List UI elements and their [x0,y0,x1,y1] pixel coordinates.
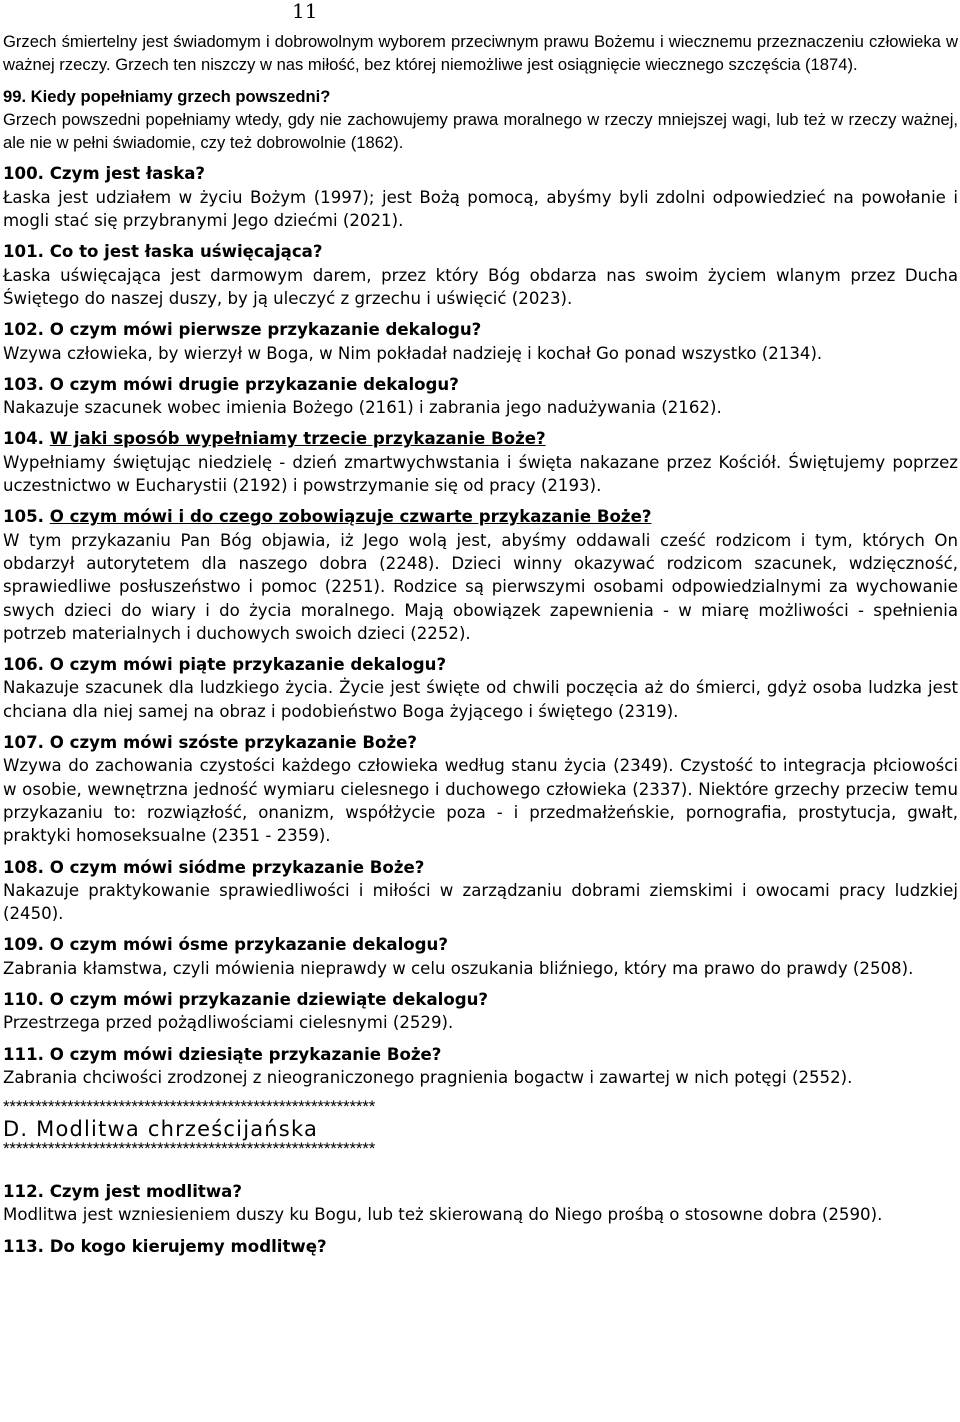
section-title: D. Modlitwa chrześcijańska [3,1117,319,1142]
question-111: 111. O czym mówi dziesiąte przykazanie Boże? [3,1044,442,1064]
answer-101: Łaska uświęcająca jest darmowym darem, przez który Bóg obdarza nas swoim życiem wlanym przez Ducha Świętego do naszej duszy, by ją uleczyć z grzechu i uświęcić (2023). [3,265,958,308]
question-105 [3,505,958,528]
question-105-text: O czym mówi i do czego zobowiązuje czwarte przykazanie Boże? [49,507,652,527]
answer-100: Łaska jest udziałem w życiu Bożym (1997); jest Bożą pomocą, abyśmy byli zdolni odpowiedzieć na powołanie i mogli stać się przybranymi Jego dziećmi (2021). [3,187,958,231]
answer-103: Nakazuje szacunek wobec imienia Bożego (2161) i zabrania jego nadużywania (2162). [3,398,722,418]
answer-106: Nakazuje szacunek dla ludzkiego życia. Życie jest święte od chwili poczęcia aż do śmierci, gdyż osoba ludzka jest chciana dla niej samej na obraz i podobieństwo Boga żyjącego i świętego (2319). [3,678,958,721]
answer-112: Modlitwa jest wzniesieniem duszy ku Bogu, lub też skierowaną do Niego prośbą o stosowne dobra (2590). [3,1205,883,1225]
page-number: 11 [292,0,318,23]
answer-108: Nakazuje praktykowanie sprawiedliwości i miłości w zarządzaniu dobrami ziemskimi i owocami pracy ludzkiej (2450). [3,880,958,924]
question-110: 110. O czym mówi przykazanie dziewiąte dekalogu? [3,989,489,1009]
separator-top: ********************************************************** [3,1098,376,1117]
document-body [3,30,958,1258]
answer-104: Wypełniamy świętując niedzielę - dzień zmartwychwstania i święta nakazane przez Kościół. Świętujemy poprzez uczestnictwo w Eucharystii (2192) i powstrzymanie się od pracy (2193). [3,452,958,496]
intro-paragraph: Grzech śmiertelny jest świadomym i dobrowolnym wyborem przeciwnym prawu Bożemu i wiecznemu przeznaczeniu człowieka w ważnej rzeczy. Grzech ten niszczy w nas miłość, bez której niemożliwe jest osiągnięcie wiecznego szczęścia (1874). [3,32,958,75]
answer-109: Zabrania kłamstwa, czyli mówienia nieprawdy w celu oszukania bliźniego, który ma prawo do prawdy (2508). [3,958,914,978]
question-108: 108. O czym mówi siódme przykazanie Boże? [3,857,425,877]
answer-102: Wzywa człowieka, by wierzył w Boga, w Nim pokładał nadzieję i kochał Go ponad wszystko (2134). [3,343,823,363]
question-106: 106. O czym mówi piąte przykazanie dekalogu? [3,655,447,675]
question-104-text: W jaki sposób wypełniamy trzecie przykazanie Boże? [49,429,546,449]
question-107: 107. O czym mówi szóste przykazanie Boże? [3,733,417,753]
question-109: 109. O czym mówi ósme przykazanie dekalogu? [3,935,448,955]
answer-99: Grzech powszedni popełniamy wtedy, gdy nie zachowujemy prawa moralnego w rzeczy mniejszej wagi, lub też w rzeczy ważnej, ale nie w pełni świadomie, czy też dobrowolnie (1862). [3,109,958,153]
separator-bottom: ********************************************************** [3,1140,376,1159]
question-103: 103. O czym mówi drugie przykazanie dekalogu? [3,374,459,394]
answer-110: Przestrzega przed pożądliwościami cielesnymi (2529). [3,1013,454,1033]
answer-105: W tym przykazaniu Pan Bóg objawia, iż Jego wolą jest, abyśmy oddawali cześć rodzicom i tym, których On obdarzył autorytetem dla naszego dobra (2248). Dzieci winny okazywać rodzicom szacunek, wdzięczność, sprawiedliwe posłuszeństwo i pomoc (2251). Rodzice są pierwszymi osobami odpowiedzialnymi za wychowanie swych dzieci do wiary i do życia moralnego. Mają obowiązek zapewnienia - w miarę możliwości - spełnienia potrzeb materialnych i duchowych swoich dzieci (2252). [3,530,958,643]
answer-107: Wzywa do zachowania czystości każdego człowieka według stanu życia (2349). Czystość to integracja płciowości w osobie, wewnętrzna jedność wymiaru cielesnego i duchowego człowieka (2337). Niektóre grzechy przeciw temu przykazaniu to: rozwiązłość, onanizm, współżycie poza - i przedmałżeńskie, pornografia, prostytucja, gwałt, praktyki homoseksualne (2351 - 2359). [3,756,958,846]
answer-111: Zabrania chciwości zrodzonej z nieograniczonego pragnienia bogactw i zawartej w nich potęgi (2552). [3,1067,853,1087]
question-100: 100. Czym jest łaska? [3,164,206,184]
question-101: 101. Co to jest łaska uświęcająca? [3,242,323,262]
question-104 [3,427,958,450]
question-102: 102. O czym mówi pierwsze przykazanie dekalogu? [3,320,482,340]
question-105-number: 105. [3,507,44,527]
question-113: 113. Do kogo kierujemy modlitwę? [3,1236,327,1256]
question-99: 99. Kiedy popełniamy grzech powszedni? [3,86,331,106]
question-112: 112. Czym jest modlitwa? [3,1182,242,1202]
question-104-number: 104. [3,429,44,449]
